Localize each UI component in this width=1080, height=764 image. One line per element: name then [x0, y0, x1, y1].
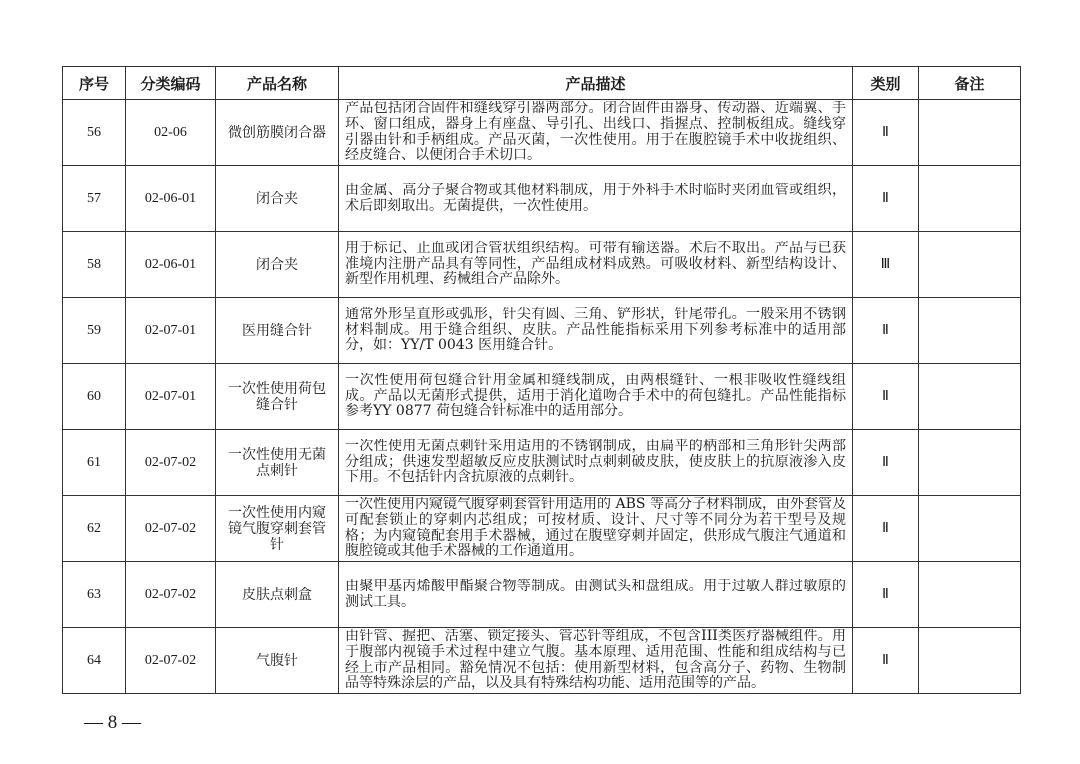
cell-code	[126, 430, 216, 496]
header-row	[63, 67, 1021, 100]
cell-note	[919, 628, 1021, 694]
cell-name-text: 闭合夹	[256, 256, 298, 273]
cell-code	[126, 562, 216, 628]
cell-class	[853, 232, 919, 298]
cell-class	[853, 496, 919, 562]
cell-class	[853, 430, 919, 496]
cell-code	[126, 298, 216, 364]
cell-name-text: 医用缝合针	[242, 322, 312, 339]
cell-no	[63, 166, 126, 232]
cell-no-text: 61	[87, 454, 101, 470]
cell-description-text: 一次性使用无菌点刺针采用适用的不锈钢制成，由扁平的柄部和三角形针尖两部分组成；供速发型超敏反应皮肤测试时点刺刺破皮肤，使皮肤上的抗原液渗入皮下用。不包括针内含抗原液的点刺针。	[345, 439, 846, 486]
table-row	[63, 562, 1021, 628]
cell-description	[339, 100, 853, 166]
cell-code-text: 02-06	[154, 124, 187, 140]
cell-note	[919, 298, 1021, 364]
cell-no-text: 62	[87, 520, 101, 536]
cell-note	[919, 232, 1021, 298]
cell-name	[216, 364, 339, 430]
cell-note	[919, 496, 1021, 562]
cell-class-text: Ⅱ	[882, 521, 889, 536]
cell-name	[216, 100, 339, 166]
cell-note	[919, 364, 1021, 430]
cell-description-text: 由金属、高分子聚合物或其他材料制成，用于外科手术时临时夹闭血管或组织，术后即刻取出。无菌提供，一次性使用。	[345, 182, 846, 214]
cell-no	[63, 100, 126, 166]
cell-class	[853, 364, 919, 430]
cell-note	[919, 562, 1021, 628]
cell-code-text: 02-06-01	[144, 190, 197, 206]
cell-code	[126, 364, 216, 430]
cell-note	[919, 430, 1021, 496]
cell-note	[919, 166, 1021, 232]
cell-name-text: 一次性使用内窥镜气腹穿刺套管针	[228, 504, 326, 553]
cell-name-text: 气腹针	[256, 652, 298, 669]
cell-name-text: 一次性使用荷包缝合针	[228, 380, 326, 413]
cell-description-text: 通常外形呈直形或弧形，针尖有圆、三角、铲形状，针尾带孔。一般采用不锈钢材料制成。用于缝合组织、皮肤。产品性能指标采用下列参考标准中的适用部分，如：YY/T 0043 医用缝合针。	[345, 307, 846, 354]
cell-name-text: 一次性使用无菌点刺针	[228, 446, 326, 479]
cell-description-text: 用于标记、止血或闭合管状组织结构。可带有输送器。术后不取出。产品与已获准境内注册产品具有等同性，产品组成材料成熟。可吸收材料、新型结构设计、新型作用机理、药械组合产品除外。	[345, 241, 846, 288]
device-catalog-table	[62, 66, 1021, 694]
cell-class-text: Ⅱ	[882, 389, 889, 404]
cell-name	[216, 298, 339, 364]
cell-description-text: 产品包括闭合固件和缝线穿引器两部分。闭合固件由器身、传动器、近端翼、手环、窗口组成，器身上有座盘、导引孔、出线口、指握点、控制板组成。缝线穿引器由针和手柄组成。产品灭菌，一次性使用。用于在腹腔镜手术中收拢组织、经皮缝合、以便闭合手术切口。	[345, 101, 846, 164]
cell-name-text: 闭合夹	[256, 190, 298, 207]
cell-no-text: 57	[87, 190, 101, 206]
cell-no-text: 59	[87, 322, 101, 338]
cell-no	[63, 562, 126, 628]
cell-no-text: 60	[87, 388, 101, 404]
table-row	[63, 430, 1021, 496]
cell-no-text: 64	[87, 652, 101, 668]
cell-no	[63, 232, 126, 298]
cell-class-text: Ⅱ	[882, 455, 889, 470]
cell-no	[63, 496, 126, 562]
cell-description	[339, 562, 853, 628]
cell-description	[339, 166, 853, 232]
cell-name-text: 皮肤点刺盒	[242, 586, 312, 603]
cell-code-text: 02-06-01	[144, 256, 197, 272]
cell-no	[63, 298, 126, 364]
cell-class-text: Ⅲ	[880, 257, 891, 272]
cell-code	[126, 628, 216, 694]
cell-class	[853, 166, 919, 232]
cell-code-text: 02-07-02	[144, 520, 197, 536]
header-class: 类别	[853, 67, 919, 100]
cell-description-text: 一次性使用内窥镜气腹穿刺套管针用适用的 ABS 等高分子材料制成，由外套管及可配套锁止的穿刺内芯组成；可按材质、设计、尺寸等不同分为若干型号及规格；为内窥镜配套用手术器械，通过在腹壁穿刺并固定，供形成气腹注气通道和腹腔镜或其他手术器械的工作通道用。	[345, 497, 846, 560]
header-name: 产品名称	[216, 67, 339, 100]
cell-description	[339, 364, 853, 430]
cell-class	[853, 100, 919, 166]
cell-code-text: 02-07-02	[144, 586, 197, 602]
cell-name	[216, 232, 339, 298]
cell-code-text: 02-07-01	[144, 388, 197, 404]
cell-name	[216, 496, 339, 562]
cell-description	[339, 232, 853, 298]
header-no: 序号	[63, 67, 126, 100]
cell-description	[339, 496, 853, 562]
table-header	[63, 67, 1021, 100]
cell-no-text: 63	[87, 586, 101, 602]
table-row	[63, 496, 1021, 562]
cell-description	[339, 430, 853, 496]
cell-description	[339, 628, 853, 694]
cell-name	[216, 166, 339, 232]
cell-code	[126, 166, 216, 232]
cell-name	[216, 430, 339, 496]
cell-code-text: 02-07-02	[144, 454, 197, 470]
cell-name	[216, 562, 339, 628]
cell-no	[63, 430, 126, 496]
table-row	[63, 166, 1021, 232]
cell-class-text: Ⅱ	[882, 191, 889, 206]
table-row	[63, 100, 1021, 166]
header-code: 分类编码	[126, 67, 216, 100]
cell-code-text: 02-07-02	[144, 652, 197, 668]
page-number: — 8 —	[84, 712, 141, 733]
header-description: 产品描述	[339, 67, 853, 100]
cell-code	[126, 100, 216, 166]
cell-no-text: 56	[87, 124, 101, 140]
cell-class	[853, 628, 919, 694]
cell-description-text: 由聚甲基丙烯酸甲酯聚合物等制成。由测试头和盘组成。用于过敏人群过敏原的测试工具。	[345, 578, 846, 610]
cell-description-text: 由针管、握把、活塞、锁定接头、管芯针等组成，不包含III类医疗器械组件。用于腹部内视镜手术过程中建立气腹。基本原理、适用范围、性能和组成结构与已经上市产品相同。豁免情况不包括：使用新型材料，包含高分子、药物、生物制品等特殊涂层的产品，以及具有特殊结构功能、适用范围等的产品。	[345, 629, 846, 692]
cell-class	[853, 298, 919, 364]
cell-no-text: 58	[87, 256, 101, 272]
cell-name-text: 微创筋膜闭合器	[228, 124, 326, 141]
table-row	[63, 364, 1021, 430]
cell-class-text: Ⅱ	[882, 587, 889, 602]
cell-class-text: Ⅱ	[882, 125, 889, 140]
cell-no	[63, 628, 126, 694]
cell-name	[216, 628, 339, 694]
cell-class-text: Ⅱ	[882, 323, 889, 338]
table-row	[63, 628, 1021, 694]
table-body	[63, 100, 1021, 694]
cell-note	[919, 100, 1021, 166]
cell-code-text: 02-07-01	[144, 322, 197, 338]
cell-class	[853, 562, 919, 628]
cell-code	[126, 232, 216, 298]
cell-description	[339, 298, 853, 364]
cell-no	[63, 364, 126, 430]
cell-code	[126, 496, 216, 562]
cell-description-text: 一次性使用荷包缝合针用金属和缝线制成，由两根缝针、一根非吸收性缝线组成。产品以无菌形式提供，适用于消化道吻合手术中的荷包缝扎。产品性能指标参考YY 0877 荷包缝合针标准中的适用部分。	[345, 373, 846, 420]
cell-class-text: Ⅱ	[882, 653, 889, 668]
table-row	[63, 232, 1021, 298]
table-row	[63, 298, 1021, 364]
header-note: 备注	[919, 67, 1021, 100]
